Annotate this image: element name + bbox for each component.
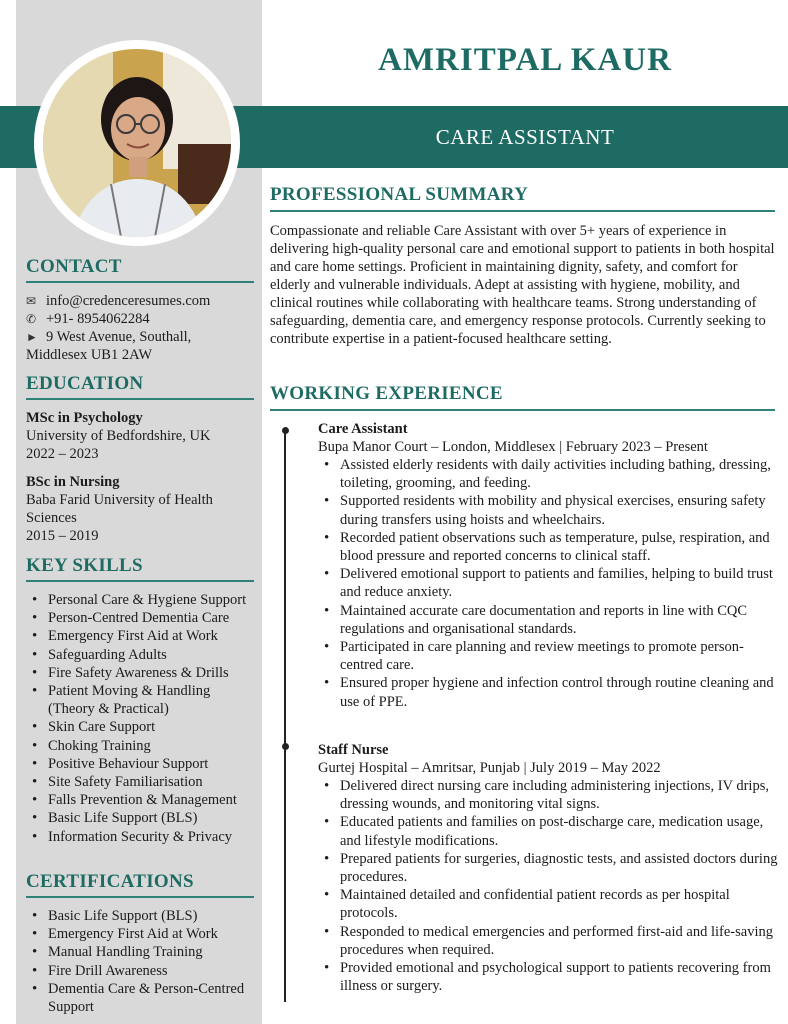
summary-section	[270, 184, 775, 348]
job-duties-list	[318, 456, 778, 711]
job-role-title: CARE ASSISTANT	[435, 124, 615, 149]
skill-item: • Positive Behaviour Support	[26, 755, 254, 773]
experience-section	[270, 383, 775, 411]
job-duty: • Maintained detailed and confidential patient records as per hospital protocols.	[318, 886, 778, 922]
skill-item: • Person-Centred Dementia Care	[26, 609, 254, 627]
candidate-name: AMRITPAL KAUR	[378, 42, 672, 78]
skills-section	[26, 555, 254, 846]
address-line2: Middlesex UB1 2AW	[26, 347, 153, 363]
address-line1: 9 West Avenue, Southall,	[46, 329, 192, 345]
skills-list	[26, 591, 254, 846]
job-duty: • Recorded patient observations such as temperature, pulse, respiration, and blood pressure and reported concerns to clinical staff.	[318, 529, 778, 565]
skill-item: • Emergency First Aid at Work	[26, 627, 254, 645]
job-title: Care Assistant	[318, 421, 408, 437]
job-duty: • Responded to medical emergencies and performed first-aid and life-saving procedures when required.	[318, 923, 778, 959]
skill-item: • Safeguarding Adults	[26, 646, 254, 664]
job-duty: • Provided emotional and psychological support to patients recovering from illness or surgery.	[318, 959, 778, 995]
skill-item: • Patient Moving & Handling (Theory & Practical)	[26, 682, 254, 718]
job-duty: • Assisted elderly residents with daily activities including bathing, dressing, toileting, grooming, and feeding.	[318, 456, 778, 492]
job-employer-dates: Bupa Manor Court – London, Middlesex | February 2023 – Present	[318, 439, 708, 455]
experience-heading: WORKING EXPERIENCE	[270, 383, 775, 411]
job-duty: • Participated in care planning and review meetings to promote person-centred care.	[318, 638, 778, 674]
job-duties-list	[318, 777, 778, 995]
education-heading: EDUCATION	[26, 373, 254, 400]
location-arrow-icon: ►	[26, 330, 38, 344]
timeline-line	[284, 430, 286, 1002]
education-item	[26, 473, 254, 545]
education-degree: MSc in Psychology	[26, 410, 143, 426]
certification-item: • Emergency First Aid at Work	[26, 925, 254, 943]
skill-item: • Basic Life Support (BLS)	[26, 809, 254, 827]
phone-text: +91- 8954062284	[46, 311, 150, 327]
certification-item: • Manual Handling Training	[26, 943, 254, 961]
job-duty: • Supported residents with mobility and physical exercises, ensuring safety during transfers using hoists and wheelchairs.	[318, 492, 778, 528]
job-duty: • Delivered direct nursing care including administering injections, IV drips, dressing wounds, and monitoring vital signs.	[318, 777, 778, 813]
job-duty: • Educated patients and families on post-discharge care, medication usage, and lifestyle modifications.	[318, 813, 778, 849]
profile-photo	[43, 49, 231, 237]
skill-item: • Choking Training	[26, 737, 254, 755]
skill-item: • Information Security & Privacy	[26, 828, 254, 846]
contact-address	[26, 328, 254, 346]
certifications-heading: CERTIFICATIONS	[26, 871, 254, 898]
job-employer-dates: Gurtej Hospital – Amritsar, Punjab | July 2019 – May 2022	[318, 760, 661, 776]
job-entry	[318, 741, 778, 995]
contact-heading: CONTACT	[26, 256, 254, 283]
education-section	[26, 373, 254, 555]
certifications-list	[26, 907, 254, 1016]
certification-item: • Dementia Care & Person-Centred Support	[26, 980, 254, 1016]
timeline-dot	[282, 743, 289, 750]
contact-email[interactable]	[26, 292, 254, 310]
skill-item: • Site Safety Familiarisation	[26, 773, 254, 791]
job-title: Staff Nurse	[318, 742, 389, 758]
skill-item: • Skin Care Support	[26, 718, 254, 736]
skills-heading: KEY SKILLS	[26, 555, 254, 582]
education-institution: University of Bedfordshire, UK	[26, 428, 211, 444]
job-entry	[318, 420, 778, 711]
summary-text: Compassionate and reliable Care Assistant with over 5+ years of experience in delivering high-quality personal care and emotional support to patients in both hospital and care home settings. Proficient in maintaining dignity, safety, and comfort for elderly and vulnerable individuals. Adept at assisting with hygiene, mobility, and clinical routines while collaborating with healthcare teams. Strong understanding of safeguarding, dementia care, and emergency response protocols. Currently seeking to contribute expertise in a patient-focused healthcare setting.	[270, 223, 775, 347]
certification-item: • Fire Drill Awareness	[26, 962, 254, 980]
contact-phone[interactable]	[26, 310, 254, 328]
phone-icon: ✆	[26, 312, 37, 326]
email-text: info@credenceresumes.com	[46, 293, 211, 309]
education-years: 2015 – 2019	[26, 528, 99, 544]
education-institution: Baba Farid University of Health Sciences	[26, 492, 213, 526]
job-duty: • Delivered emotional support to patients and families, helping to build trust and reduce anxiety.	[318, 565, 778, 601]
certification-item: • Basic Life Support (BLS)	[26, 907, 254, 925]
education-years: 2022 – 2023	[26, 446, 99, 462]
education-degree: BSc in Nursing	[26, 474, 120, 490]
skill-item: • Falls Prevention & Management	[26, 791, 254, 809]
job-duty: • Maintained accurate care documentation and reports in line with CQC regulations and organisational standards.	[318, 602, 778, 638]
envelope-icon: ✉	[26, 294, 37, 308]
education-item	[26, 409, 254, 463]
skill-item: • Personal Care & Hygiene Support	[26, 591, 254, 609]
certifications-section	[26, 871, 254, 1016]
skill-item: • Fire Safety Awareness & Drills	[26, 664, 254, 682]
timeline-dot	[282, 427, 289, 434]
job-duty: • Prepared patients for surgeries, diagnostic tests, and assisted doctors during procedures.	[318, 850, 778, 886]
job-duty: • Ensured proper hygiene and infection control through routine cleaning and use of PPE.	[318, 674, 778, 710]
summary-heading: PROFESSIONAL SUMMARY	[270, 184, 775, 212]
contact-section	[26, 256, 254, 364]
